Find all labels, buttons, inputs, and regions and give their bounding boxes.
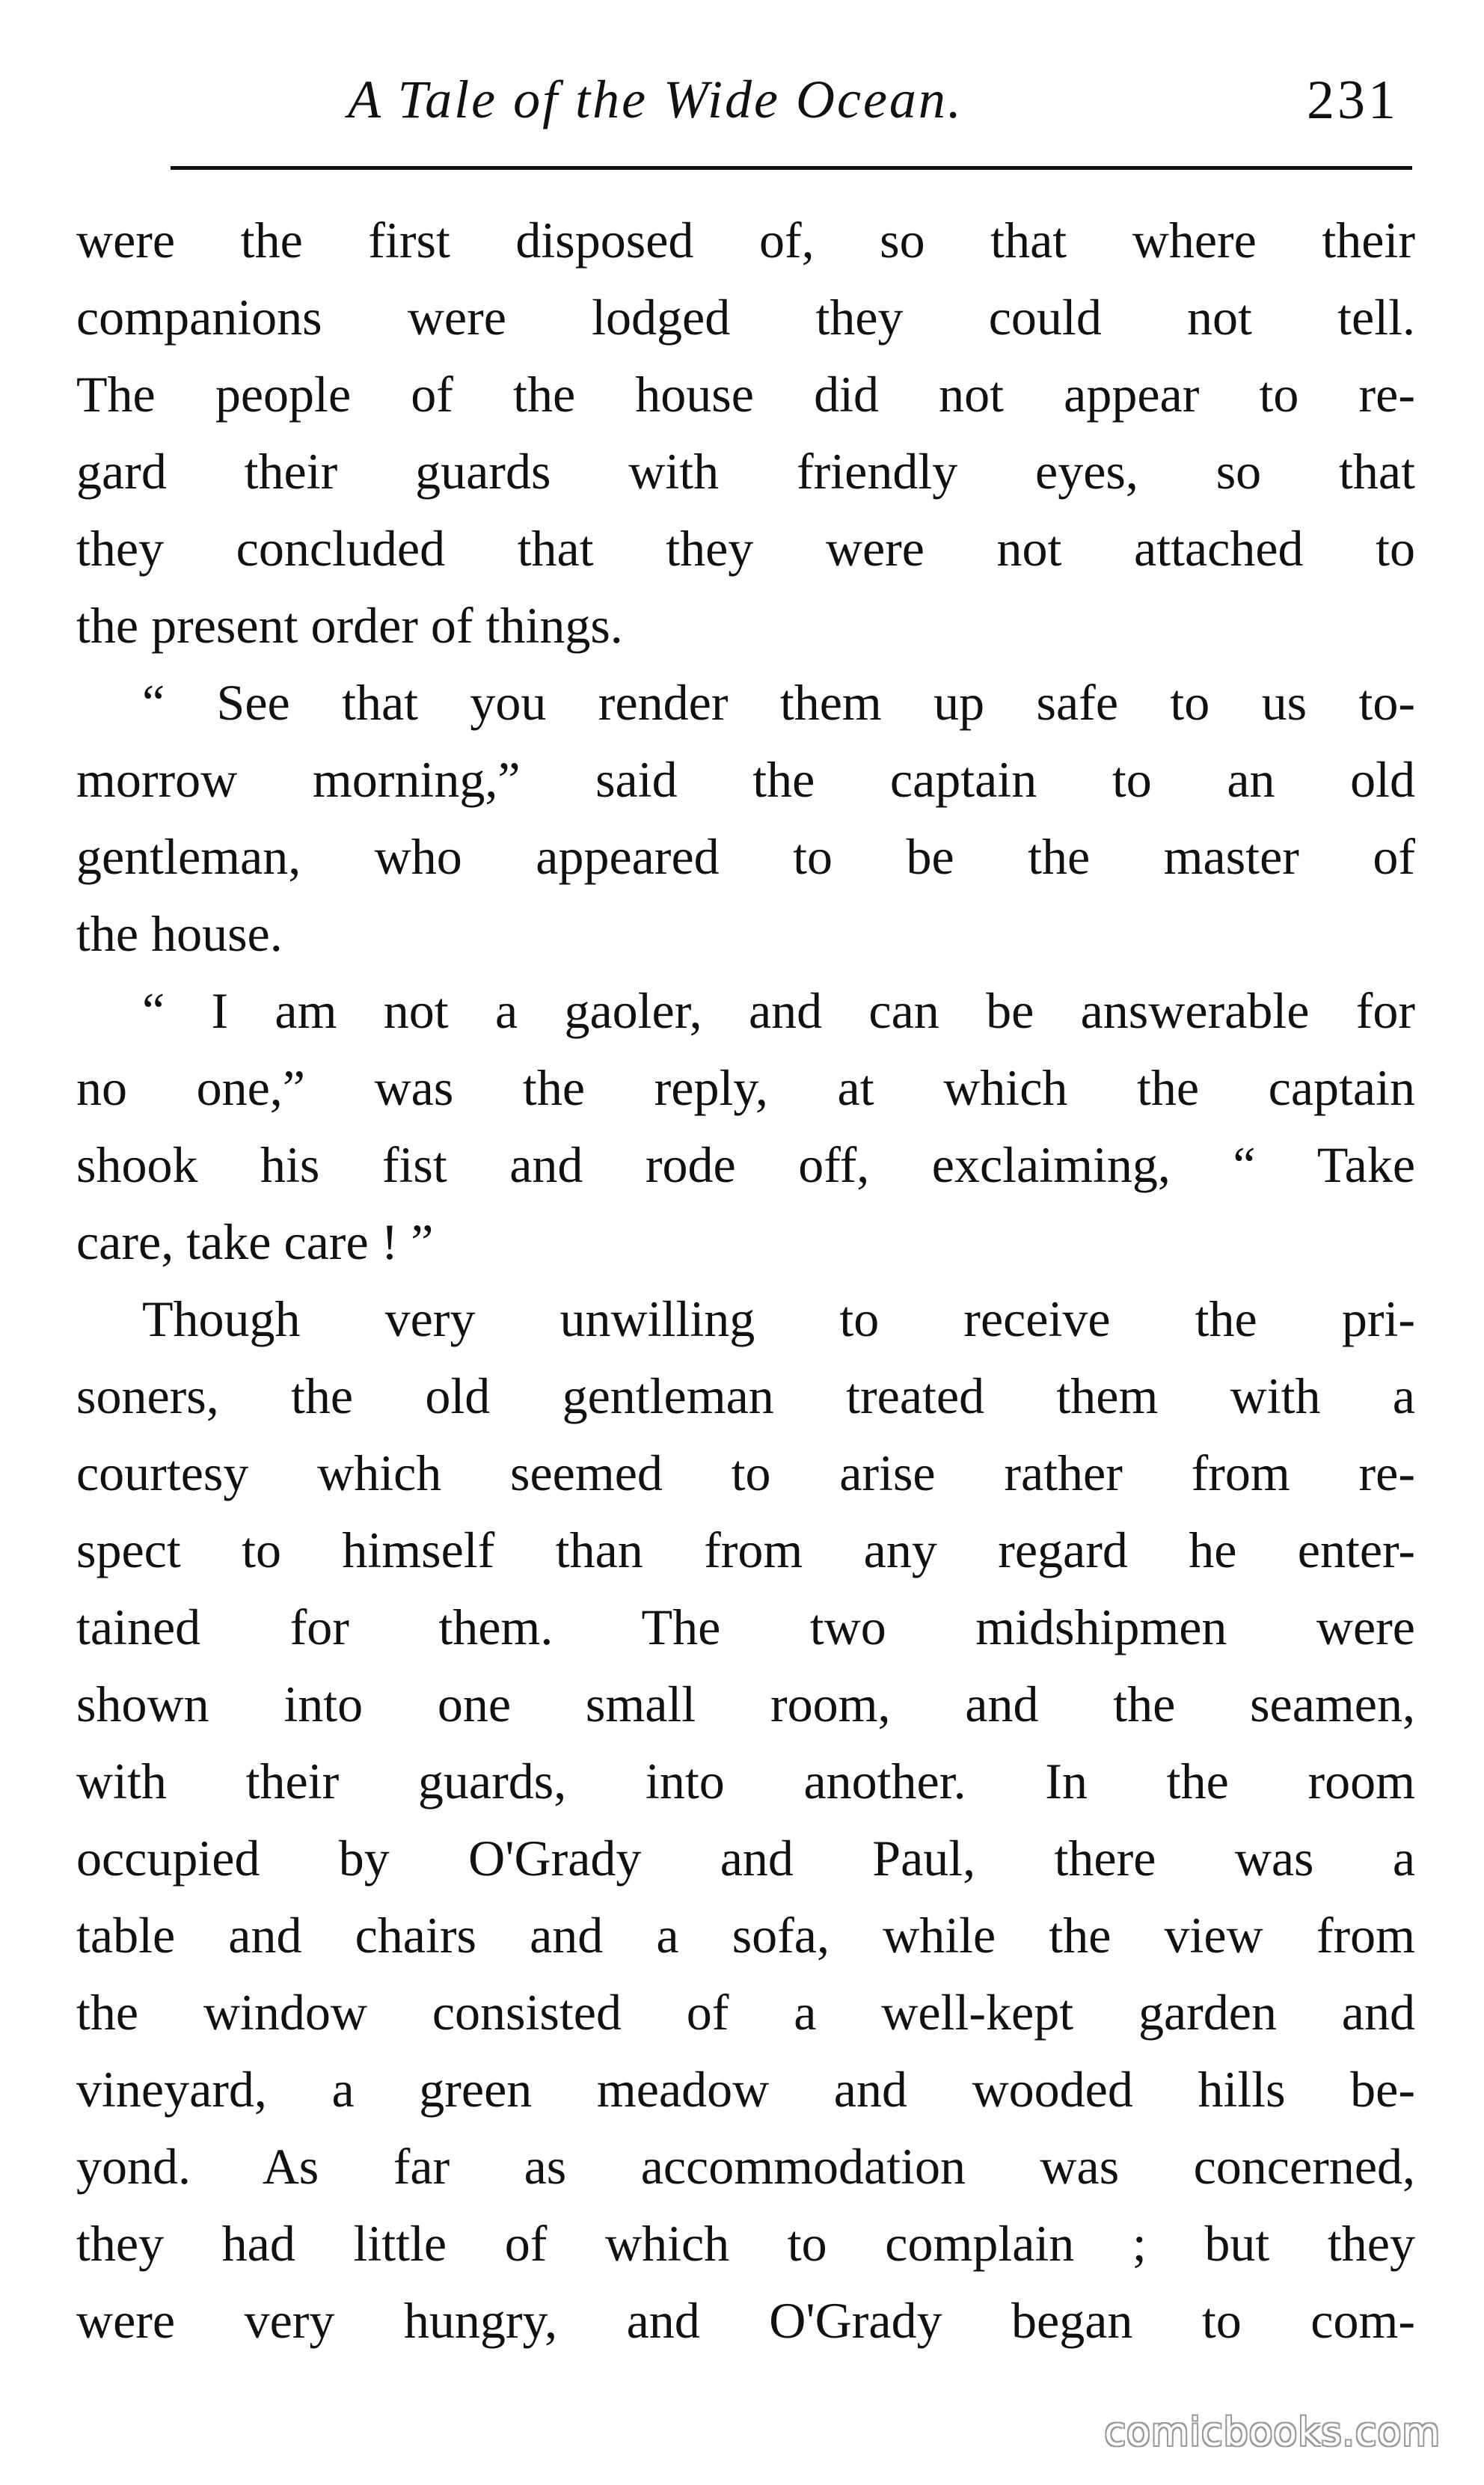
text-line: occupied by O'Grady and Paul, there was a: [76, 1830, 1415, 1887]
text-line: shown into one small room, and the seamen,: [76, 1676, 1415, 1732]
text-line: morrow morning,” said the captain to an old: [76, 751, 1415, 808]
text-line: gentleman, who appeared to be the master of: [76, 828, 1415, 885]
running-head: [172, 69, 1399, 159]
watermark: comicbooks.com: [1104, 2410, 1441, 2455]
text-line: tained for them. The two midshipmen were: [76, 1599, 1415, 1655]
text-line: yond. As far as accommodation was concerned,: [76, 2138, 1415, 2195]
text-line: the window consisted of a well-kept garden and: [76, 1984, 1415, 2041]
body-text: [76, 202, 1415, 2359]
text-line: soners, the old gentleman treated them with a: [76, 1367, 1415, 1424]
text-line: care, take care ! ”: [76, 1213, 434, 1270]
header-rule: [171, 166, 1412, 170]
text-line: companions were lodged they could not tell.: [76, 289, 1415, 346]
text-line: were the first disposed of, so that where their: [76, 212, 1415, 269]
text-line: courtesy which seemed to arise rather from re-: [76, 1444, 1415, 1501]
text-line: with their guards, into another. In the room: [76, 1753, 1415, 1810]
text-line: they had little of which to complain ; but they: [76, 2215, 1415, 2272]
text-line: vineyard, a green meadow and wooded hills be-: [76, 2061, 1415, 2118]
text-line: they concluded that they were not attached to: [76, 520, 1415, 577]
text-line: Though very unwilling to receive the pri-: [142, 1290, 1415, 1347]
text-line: table and chairs and a sofa, while the view from: [76, 1907, 1415, 1964]
page-number: 231: [1307, 70, 1399, 131]
text-line: The people of the house did not appear to re-: [76, 366, 1415, 423]
text-line: no one,” was the reply, at which the captain: [76, 1059, 1415, 1116]
text-line: “ I am not a gaoler, and can be answerable for: [142, 982, 1415, 1039]
text-line: the present order of things.: [76, 597, 623, 654]
text-line: “ See that you render them up safe to us to-: [142, 674, 1415, 731]
text-line: spect to himself than from any regard he enter-: [76, 1522, 1415, 1578]
text-line: were very hungry, and O'Grady began to com-: [76, 2292, 1415, 2349]
text-line: the house.: [76, 905, 283, 962]
text-line: shook his fist and rode off, exclaiming, “ Take: [76, 1136, 1415, 1193]
text-line: gard their guards with friendly eyes, so that: [76, 443, 1415, 500]
running-title: A Tale of the Wide Ocean.: [348, 70, 963, 129]
